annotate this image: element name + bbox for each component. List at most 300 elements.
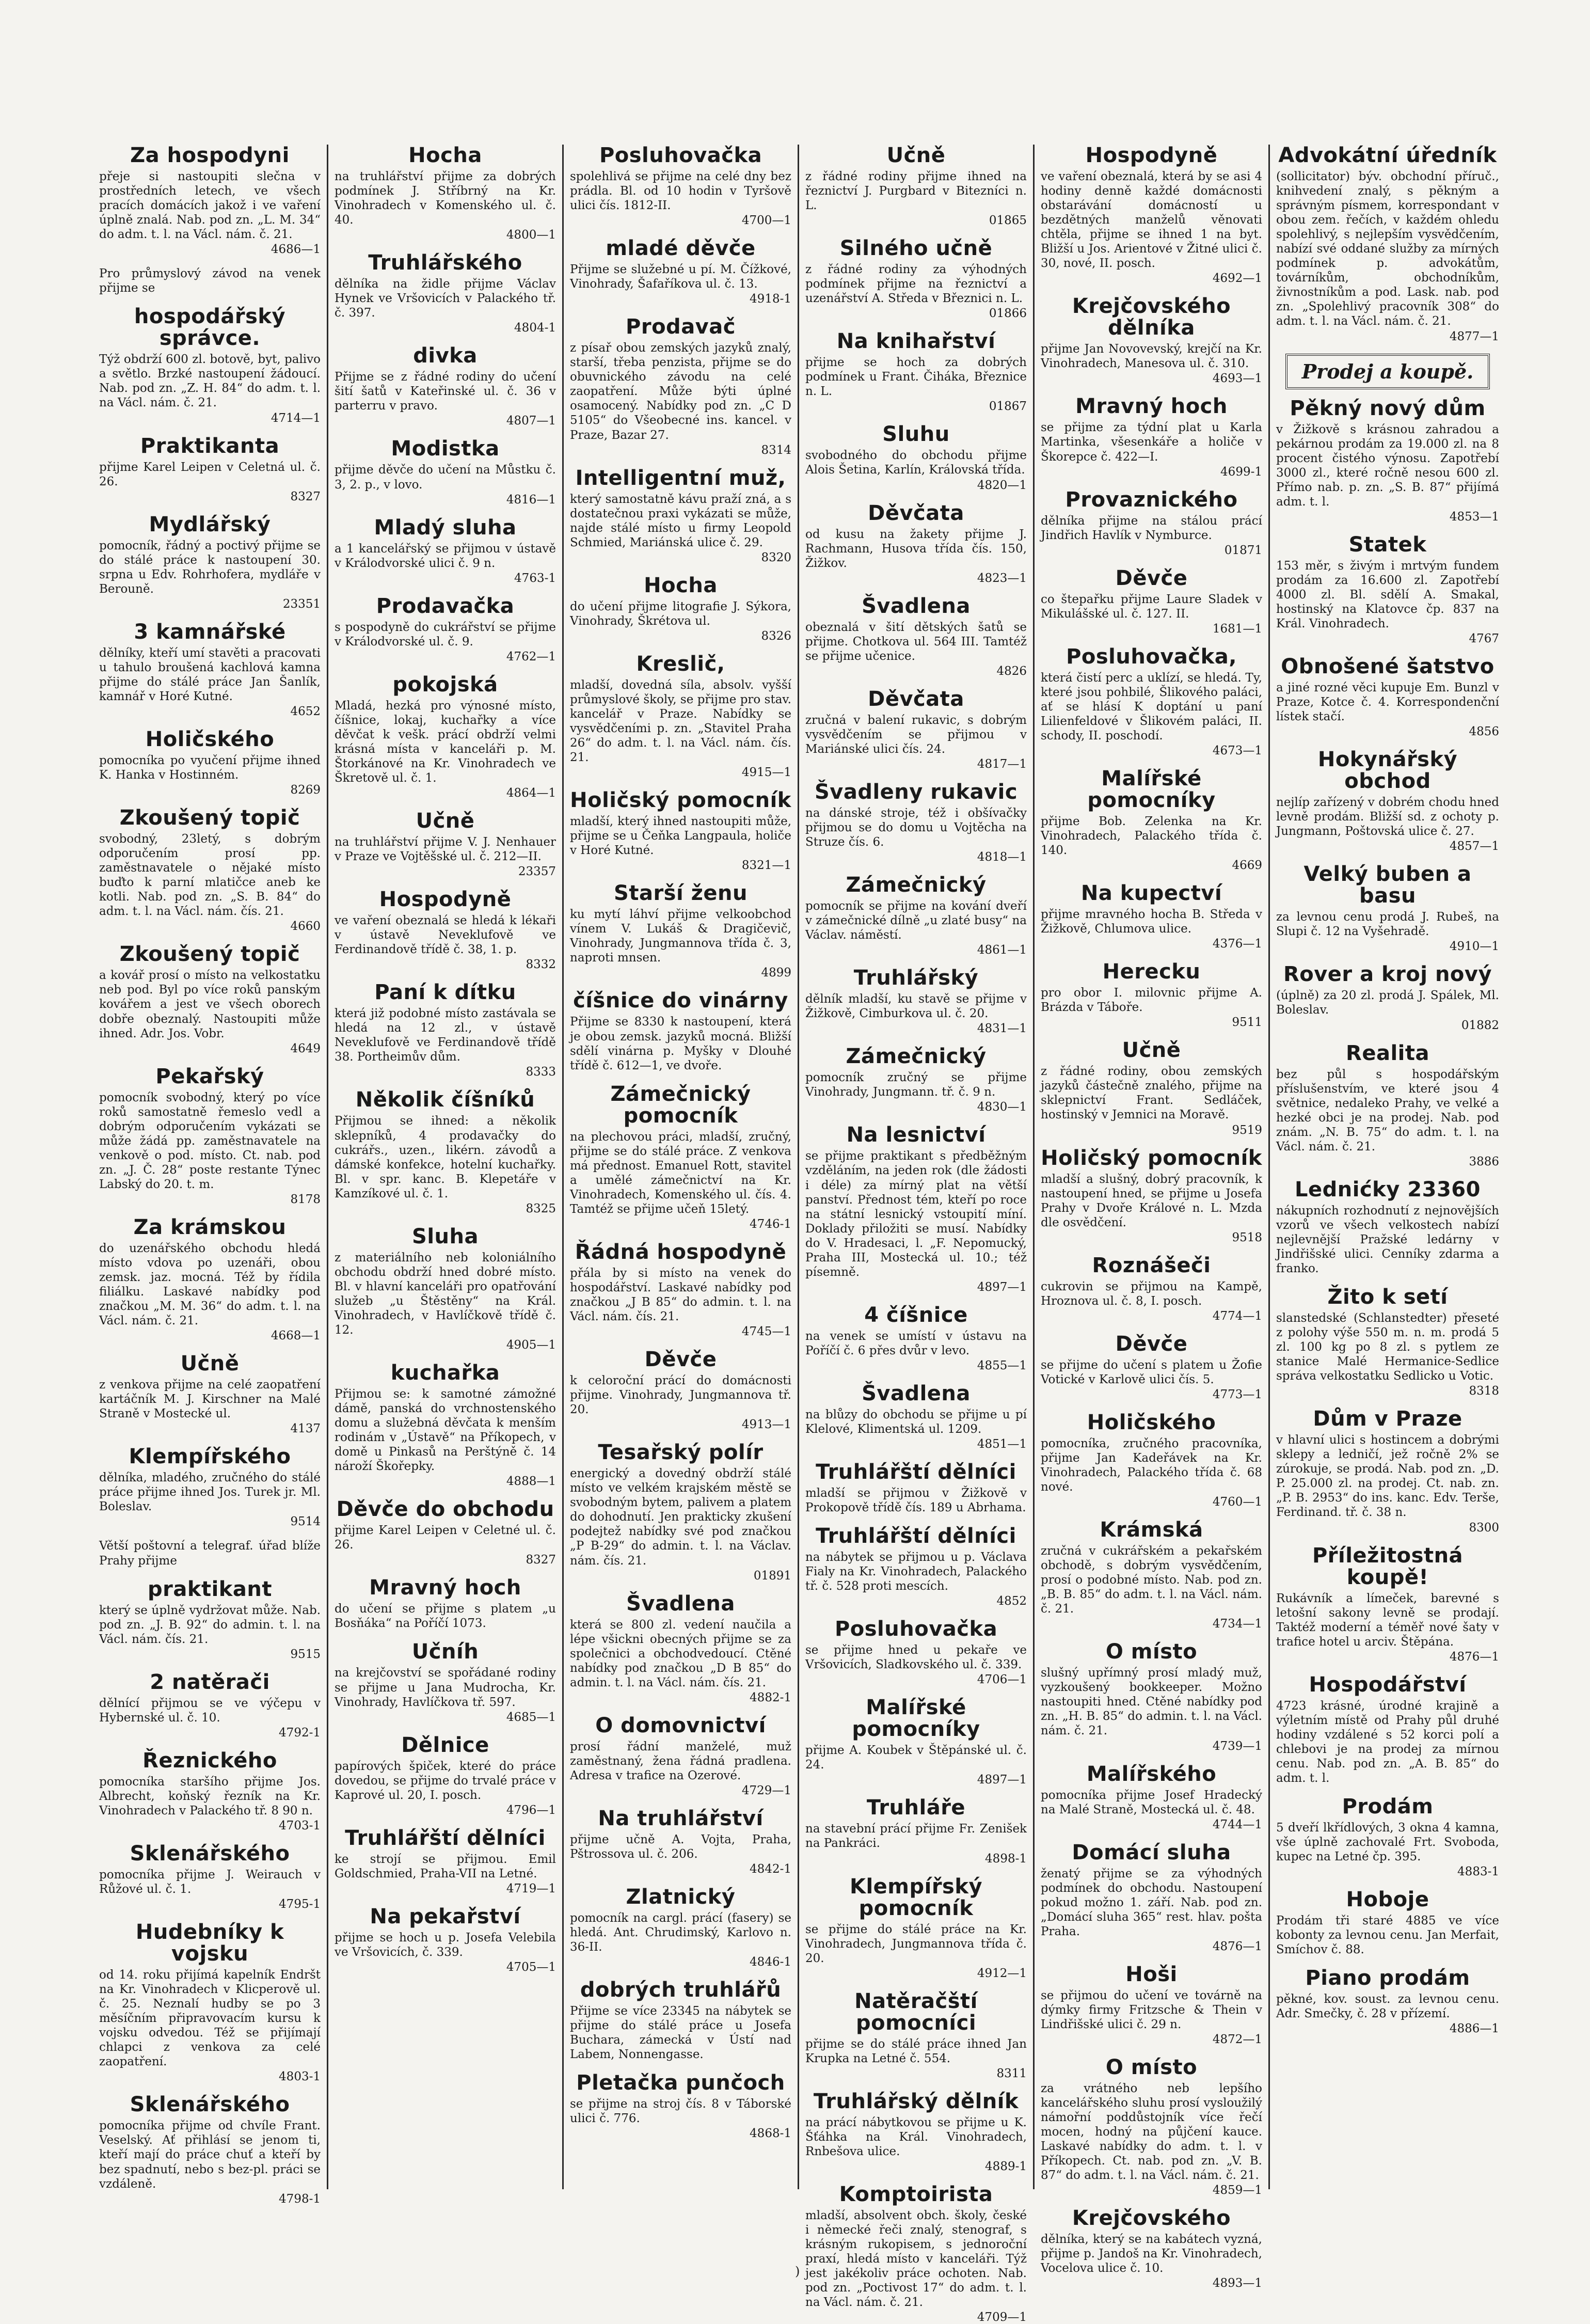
ad-reference-number: 4816—1 (506, 493, 556, 507)
ad-reference-number: 4660 (290, 920, 321, 934)
ad-body: ženatý přijme se za výhodných podmínek do obchodu. Nastoupení pokud možno 1. září. Nab. pod zn. „Domácí sluha 365“ rest. hlav. pošta Praha. (1041, 1867, 1262, 1938)
ad-body: s pospodyně do cukrářství se přijme v Králodvorské ul. č. 9. (335, 620, 556, 649)
classified-ad (335, 1906, 556, 1974)
ad-heading: Holičského (145, 727, 275, 751)
ad-heading: Švadleny rukavic (814, 780, 1018, 804)
ad-heading: Hoši (1125, 1962, 1178, 1986)
ad-heading: Na lesnictví (846, 1123, 986, 1147)
ad-body: pomocníka přijme od chvíle Frant. Veselský. Ať přihlásí se jenom ti, kteří mají do práce chuť a kteří by bez spadnutí, nebo s bez-pl. práci se vzdáleně. (99, 2119, 321, 2191)
ad-body: která již podobné místo zastávala se hledá na 12 zl., v ústavě Neveklufově ve Ferdinandově třídě 38. Portheimův dům. (335, 1007, 556, 1064)
ad-heading: Truhlářští dělníci (816, 1460, 1016, 1484)
column-2 (328, 145, 564, 2189)
ad-reference-number: 9511 (1232, 1016, 1262, 1030)
ad-heading: Zámečnický pomocník (610, 1082, 751, 1128)
ad-reference-number: 4709—1 (977, 2311, 1027, 2324)
ad-heading: Holičský pomocník (1041, 1146, 1262, 1170)
classified-ad (805, 595, 1027, 678)
classified-ad (99, 1843, 321, 1911)
classified-ad (570, 1715, 791, 1797)
ad-body: přijme se hoch u p. Josefa Velebila ve Vršovicích, č. 339. (335, 1931, 556, 1959)
ad-heading: Děvče (1115, 566, 1188, 590)
ad-body: přijme se hoch za dobrých podmínek u Frant. Čihákа, Březnice n. L. (805, 356, 1027, 399)
ad-heading: 3 kamnářské (134, 620, 286, 644)
ad-reference-number: 8333 (526, 1065, 556, 1079)
ad-heading: Krejčovského (1072, 2206, 1231, 2231)
ad-heading: Dělnice (401, 1733, 489, 1757)
ad-heading: Sluhu (882, 422, 950, 447)
ad-heading: Děvčata (868, 687, 964, 711)
ad-reference-number: 4886—1 (1449, 2022, 1499, 2036)
ad-reference-number: 4897—1 (977, 1773, 1027, 1787)
classified-ad (805, 238, 1027, 320)
classified-ad (335, 1498, 556, 1567)
ad-heading: Dům v Praze (1313, 1407, 1462, 1431)
ad-heading: Rover a kroj nový (1283, 962, 1492, 987)
ad-heading: Za krámskou (133, 1215, 287, 1239)
ad-heading: Švadlena (862, 1381, 971, 1405)
classified-ad (805, 330, 1027, 413)
ad-heading: Realita (1346, 1041, 1429, 1065)
ad-heading: Malířského (1086, 1762, 1217, 1786)
ad-body: která čistí perc a uklízí, se hledá. Ty, které jsou pohbilé, Šlikového paláci, ať se hlásí K doptání u paní Lilienfeldové v Šlikovém paláci, II. schody, II. poschodí. (1041, 671, 1262, 742)
ad-heading: Krámská (1100, 1518, 1203, 1542)
ad-heading: Prodavač (626, 315, 736, 339)
classified-ad (335, 145, 556, 242)
ad-body: se přijmou do učení ve továrně na dýmky firmy Fritzsche & Thein v Lindřišské ulici č. 29 n. (1041, 1988, 1262, 2031)
ad-heading: Na knihařství (836, 329, 996, 354)
classified-ad (805, 688, 1027, 771)
ad-reference-number: 4705—1 (506, 1960, 556, 1974)
ad-reference-number: 4826 (996, 664, 1027, 678)
ad-heading: Na truhlářství (598, 1806, 764, 1830)
classified-ad (99, 514, 321, 611)
ad-reference-number: 8332 (526, 958, 556, 972)
ad-reference-number: 4792-1 (279, 1726, 321, 1740)
classified-ad (1276, 1545, 1499, 1664)
ad-reference-number: 8326 (761, 629, 791, 643)
ad-body: přijme mravného hocha B. Středa v Žižkově, Chlumova ulice. (1041, 908, 1262, 936)
classified-ad (335, 889, 556, 971)
ad-body: co štepařku přijme Laure Sladek v Mikulášské ul. č. 127. II. (1041, 592, 1262, 621)
ad-reference-number: 4692—1 (1212, 272, 1262, 286)
classified-ad (1276, 863, 1499, 953)
ad-body: bez půl s hospodářským příslušenstvím, ve které jsou 4 světnice, nedaleko Prahy, ve velké a hezké obci je na prodej. Nab. pod znám. „N. B. 75“ do adm. t. l. na Václ. nám. č. 21. (1276, 1067, 1499, 1153)
ad-heading: Děvče (1115, 1332, 1188, 1356)
ad-reference-number: 4376—1 (1212, 937, 1262, 951)
ad-body: nejlíp zařízený v dobrém chodu hned levně prodám. Bližší sd. z ochoty p. Jungmann, Poštovská ulice č. 27. (1276, 796, 1499, 839)
ad-reference-number: 01891 (753, 1569, 791, 1583)
ad-heading: Lednićky 23360 (1295, 1177, 1481, 1201)
ad-body: za vrátného neb lepšího kancelářského sluhu prosí vysloužilý námořní poddůstojník více řečí mocen, hodný na půjčení kauce. Laskavé nabídky do adm. t. l. v Příkopech. Ct. nab. pod zn. „V. B. 87“ do adm. t. l. na Václ. nám. č. 21. (1041, 2082, 1262, 2183)
ad-body: se přijme hned u pekaře ve Vršovicích, Sladkovského ul. č. 339. (805, 1643, 1027, 1672)
classified-ad (99, 621, 321, 718)
ad-reference-number: 4910—1 (1449, 940, 1499, 954)
ad-body: přijme Karel Leipen v Celetné ul. č. 26. (335, 1524, 556, 1552)
ad-body: Pro průmyslový závod na venek přijme se (99, 267, 321, 295)
ad-heading: Posluhovačka, (1066, 644, 1237, 669)
ad-body: k celoroční prácí do domácnosti přijme. Vinohrady, Jungmannova tř. 20. (570, 1374, 791, 1417)
ad-body: na blůzy do obchodu se přijme u pí Klelové, Klimentská ul. 1209. (805, 1408, 1027, 1436)
ad-reference-number: 4760—1 (1212, 1495, 1262, 1509)
ad-heading: Herecku (1102, 960, 1201, 984)
ad-reference-number: 4714—1 (271, 411, 321, 425)
ad-heading: Hudebníky k vojsku (135, 1920, 284, 1966)
ad-body: přijme Karel Leipen v Celetná ul. č. 26. (99, 460, 321, 488)
ad-body: slušný upřímný prosí mladý muž, vyzkoušený bookkeeper. Možno nastoupiti hned. Ctěné nabídky pod zn. „H. B. 85“ do admin. t. l. na Václ. nám. č. 21. (1041, 1666, 1262, 1738)
classified-ad (805, 1046, 1027, 1114)
ad-reference-number: 4851—1 (977, 1437, 1027, 1451)
ad-reference-number: 4852 (996, 1594, 1027, 1608)
ad-reference-number: 4915—1 (741, 766, 791, 780)
ad-reference-number: 4861—1 (977, 943, 1027, 957)
ad-body: na krejčovství se spořádané rodiny se přijme u Jana Mudrocha, Kr. Vinohrady, Havlíčkova tř. 597. (335, 1666, 556, 1709)
ad-body: prosí řádní manželé, muž zaměstnaný, žena řádná pradlena. Adresa v trafice na Ozerové. (570, 1740, 791, 1782)
ad-heading: kuchařka (390, 1361, 500, 1385)
classified-ad (805, 1525, 1027, 1608)
ad-reference-number: 9514 (290, 1515, 321, 1529)
classified-ad (805, 2091, 1027, 2173)
ad-body: pomocník svobodný, který po více roků samostatně řemeslo vedl a dobrým odporučením vykázati se může žádá pp. zaměstnavatele na venkově o pod. místo. Ct. nab. pod zn. „J. Č. 28“ poste restante Týnec Labský do 20. t. m. (99, 1090, 321, 1191)
ad-body: do učení přijme litografie J. Sýkora, Vinohrady, Škrétova ul. (570, 599, 791, 628)
ad-body: na dánské stroje, též i obšívačky přijmou se do domu u Vojtěcha na Struze čís. 6. (805, 806, 1027, 849)
classified-ad (335, 1827, 556, 1895)
ad-body: a 1 kancelářský se přijmou v ústavě v Králodvorské ulici č. 9 n. (335, 542, 556, 570)
ad-heading: Paní k dítku (374, 981, 516, 1005)
ad-body: v hlavní ulici s hostincem a dobrými sklepy a ledničí, jež ročně 2% se zúrokuje, se prodá. Nab. pod zn. „D. P. 25.000 zl. na prodej. Ct. nab. zn. „P. B. 2953“ do ins. kanc. Edv. Terše, Ferdinand. tř. č. 38 n. (1276, 1433, 1499, 1520)
ad-body: na truhlářství přijme V. J. Nenhauer v Praze ve Vojtěšské ul. č. 212—II. (335, 835, 556, 864)
classified-ad (335, 1089, 556, 1215)
classified-ad (1276, 656, 1499, 738)
ad-heading: číšnice do vinárny (573, 989, 788, 1013)
ad-body: dělníka, mladého, zručného do stálé práce přijme ihned Jos. Turek jr. Ml. Boleslav. (99, 1471, 321, 1514)
ad-reference-number: 9519 (1232, 1123, 1262, 1137)
ad-body: který se úplně vydržovat může. Nab. pod zn. „J. B. 92“ do admin. t. l. na Václ. nám. čís. 21. (99, 1603, 321, 1646)
ad-heading: Hospodářství (1309, 1672, 1467, 1697)
ad-body: ve vaření obeznalá se hledá k lékaři v ústavě Neveklufově ve Ferdinandově třídě č. 38, 1. p. (335, 914, 556, 957)
ad-body: Mladá, hezká pro výnosné místo, číšnice, lokaj, kuchařky a více děvčat k vešk. prácí obdrží velmi krásná místa v kanceláři p. M. Štorkánové na Kr. Vinohradech ve Škretově ul. č. 1. (335, 699, 556, 785)
ad-reference-number: 4673—1 (1212, 744, 1262, 757)
ad-body: z materiálního neb koloniálního obchodu obdrží hned dobré místo. Bl. v hlavní kanceláři pro opatřování služeb „u Štěstěny“ na Král. Vinohradech, v Havlíčkově třídě č. 12. (335, 1251, 556, 1337)
ad-reference-number: 4137 (290, 1422, 321, 1436)
ad-heading: Velký buben a basu (1303, 862, 1472, 908)
ad-body: Přijme se služebné u pí. M. Čížkové, Vinohrady, Šafaříkova ul. č. 13. (570, 263, 791, 291)
ad-heading: Advokátní úředník (1278, 144, 1497, 167)
ad-body: pomocník na cargl. prácí (fasery) se hledá. Ant. Chrudimský, Karlovo n. 36-II. (570, 1911, 791, 1954)
ad-reference-number: 4853—1 (1449, 510, 1499, 524)
classified-ad (99, 145, 321, 256)
ad-body: svobodný, 23letý, s dobrým odporučením prosí pp. zaměstnavatele o nějaké místo buďto k parní mlatičce aneb ke kotli. Nab. pod zn. „S. B. 84“ do adm. t. l. na Václ. nám. čís. 21. (99, 832, 321, 919)
ad-reference-number: 8314 (761, 443, 791, 457)
ad-heading: Posluhovačka (834, 1617, 998, 1641)
ad-heading: Statek (1348, 532, 1427, 557)
classified-ad (1276, 1796, 1499, 1878)
classified-ad (335, 1577, 556, 1631)
ad-body: od 14. roku přijímá kapelník Endršt na Kr. Vinohradech v Klicperově ul. č. 25. Neznalí hudby se po 3 měsíčním připravovacím kursu k vojsku odvedou. Též se přijímají chlapci z venkova za celé zaopatření. (99, 1968, 321, 2069)
ad-heading: Mravný hoch (369, 1576, 521, 1600)
classified-ad (1041, 295, 1262, 385)
ad-heading: Za hospodyni (130, 144, 290, 167)
ad-heading: Hoboje (1346, 1888, 1429, 1912)
ad-heading: Malířské pomocníky (852, 1696, 980, 1742)
ad-body: pomocníka po vyučení přijme ihned K. Hanka v Hostinném. (99, 753, 321, 782)
ad-reference-number: 8300 (1469, 1521, 1499, 1535)
classified-ad (570, 575, 791, 643)
ad-body: Přijme se z řádné rodiny do učení šití šatů v Kateřinské ul. č. 36 v parterru v pravo. (335, 370, 556, 413)
classified-ad (1276, 1408, 1499, 1534)
classified-ad (1276, 749, 1499, 853)
classified-ad (570, 789, 791, 872)
classified-ad (1041, 489, 1262, 557)
ad-body: mladší se přijmou v Žižkově v Prokopově třídě čís. 189 u Abrhama. (805, 1487, 1027, 1515)
classified-ad (99, 1671, 321, 1740)
classified-ad (1041, 1641, 1262, 1752)
ad-reference-number: 3886 (1469, 1155, 1499, 1168)
classified-ad (805, 1304, 1027, 1372)
classified-ad (99, 807, 321, 933)
ad-body: (úplně) za 20 zl. prodá J. Spálek, Ml. Boleslav. (1276, 989, 1499, 1017)
classified-ad (1041, 882, 1262, 951)
ad-body: papírových špiček, které do práce dovedou, se přijme do trvalé práce v Kaprové ul. 20, I. posch. (335, 1759, 556, 1802)
classified-ad (1276, 1179, 1499, 1276)
ad-reference-number: 4734—1 (1212, 1617, 1262, 1631)
classified-ad (99, 943, 321, 1055)
ad-reference-number: 4817—1 (977, 757, 1027, 771)
ad-body: pomocník zručný se přijme Vinohrady, Jungmann. tř. č. 9 n. (805, 1071, 1027, 1099)
classified-ad (99, 1921, 321, 2083)
ad-reference-number: 4877—1 (1449, 329, 1499, 343)
ad-reference-number: 8320 (761, 550, 791, 564)
ad-heading: Švadlena (626, 1591, 735, 1616)
ad-reference-number: 1681—1 (1212, 622, 1262, 636)
ad-heading: Obnošené šatstvo (1281, 655, 1494, 679)
ad-heading: Pekařský (155, 1064, 264, 1088)
ad-body: Týž obdrží 600 zl. botově, byt, palivo a světlo. Brzké nastoupení žádoucí. Nab. pod zn. „Z. H. 84“ do adm. t. l. na Václ. nám. č. 21. (99, 353, 321, 410)
column-4 (799, 144, 1035, 2324)
classified-columns (93, 144, 1507, 2324)
ad-reference-number: 4773—1 (1212, 1387, 1262, 1401)
ad-body: a kovář prosí o místo na velkostatku neb pod. Byl po více roků panským kovářem a jest ve všech oborech dobře obeznalý. Nastoupiti může ihned. Adr. Jos. Vobr. (99, 969, 321, 1040)
classified-ad (99, 729, 321, 797)
ad-body: na venek se umístí v ústavu na Poříčí č. 6 přes dvůr v levo. (805, 1329, 1027, 1357)
ad-reference-number: 4820—1 (977, 478, 1027, 492)
ad-reference-number: 4803-1 (279, 2070, 321, 2084)
classified-ad (1041, 768, 1262, 872)
ad-reference-number: 4729—1 (741, 1783, 791, 1797)
ad-body: 153 měr, s živým i mrtvým fundem prodám za 16.600 zl. Zapotřebí 4000 zl. Bl. sdělí A. Smakal, hostinský na Klatovce čp. 837 na Král. Vinohradech. (1276, 559, 1499, 630)
ad-body: zručná v balení rukavic, s dobrým vysvědčením se přijmou v Mariánské ulici čís. 24. (805, 713, 1027, 756)
ad-body: z řádné rodiny, obou zemských jazyků částečně znalého, přijme na sklepnictví Frant. Sedláček, hostinský v Jemnici na Moravě. (1041, 1065, 1262, 1122)
classified-ad (1041, 1147, 1262, 1244)
ad-reference-number: 4804-1 (514, 321, 556, 335)
ad-reference-number: 8178 (290, 1192, 321, 1206)
ad-reference-number: 4868-1 (750, 2127, 791, 2141)
ad-reference-number: 8327 (526, 1553, 556, 1567)
ad-heading: Kreslič, (636, 652, 725, 676)
ad-reference-number: 4872—1 (1212, 2033, 1262, 2046)
classified-ad (805, 1876, 1027, 1980)
ad-heading: Komptoiristа (839, 2182, 993, 2206)
ad-heading: 2 natěrači (150, 1670, 270, 1694)
classified-ad (805, 2184, 1027, 2324)
ad-body: do uzenářského obchodu hledá místo vdova po uzenáři, obou zemsk. jaz. mocná. Též by řídila filiálku. Laskavé nabídky pod značkou „M. M. 36“ do adm. t. l. na Václ. nám. č. 21. (99, 1241, 321, 1328)
classified-ad (805, 1618, 1027, 1686)
ad-body: Větší poštovní a telegraf. úřad blíže Prahy přijme (99, 1539, 321, 1568)
ad-reference-number: 4700—1 (741, 214, 791, 228)
ad-heading: Zkoušený topič (119, 942, 300, 967)
classified-ad (99, 2094, 321, 2205)
classified-ad (570, 2072, 791, 2140)
ad-heading: Praktikanta (140, 434, 280, 458)
ad-heading: Prodavačka (376, 594, 515, 618)
classified-ad (335, 1641, 556, 1724)
classified-ad (1041, 1964, 1262, 2046)
ad-body: cukrovin se přijmou na Kampě, Hroznova ul. č. 8, I. posch. (1041, 1279, 1262, 1308)
classified-ad (335, 674, 556, 800)
ad-body: dělníka, který se na kabátech vyzná, přijme p. Jandoš na Kr. Vinohradech, Vocelova ulice č. 10. (1041, 2233, 1262, 2275)
classified-ad (335, 1734, 556, 1817)
ad-reference-number: 4883-1 (1457, 1865, 1499, 1879)
ad-body: se přijme praktikant s předběžným vzděláním, na jeden rok (dle žádosti i déle) za mírný plat na větší panství. Přednost tém, kteří po roce na státní lesnický vstoupití míní. Doklady přiložiti se musí. Nabídky do V. Hradesaci, l. „F. Nepomucký, Praha III, Mostecká ul. 10.; též písemně. (805, 1149, 1027, 1279)
ad-body: Prodám tři staré 4885 ve více kobonty za levnou cenu. Jan Merfait, Smíchov č. 88. (1276, 1914, 1499, 1957)
ad-body: pěkné, kov. soust. za levnou cenu. Adr. Smečky, č. 28 v přízemí. (1276, 1993, 1499, 2021)
ad-body: pomocník se přijme na kování dveří v zámečnické dílně „u zlaté busy“ na Václav. náměstí. (805, 899, 1027, 942)
ad-reference-number: 4855—1 (977, 1358, 1027, 1372)
ad-body: dělnící přijmou se ve výčepu v Hybernské ul. č. 10. (99, 1696, 321, 1725)
classified-ad (805, 967, 1027, 1035)
ad-reference-number: 8327 (290, 489, 321, 503)
classified-ad (99, 1750, 321, 1832)
ad-heading: Intelligentní muž, (575, 466, 786, 490)
ad-body: dělníka přijme na stálou prácí Jindřich Havlík v Nymburce. (1041, 514, 1262, 542)
ad-reference-number: 01866 (989, 307, 1027, 321)
ad-heading: Posluhovačka (599, 144, 762, 167)
ad-body: a jiné rozné věci kupuje Em. Bunzl v Praze, Kotce č. 4. Korrespondenční lístek stačí. (1276, 681, 1499, 724)
classified-ad (99, 1446, 321, 1528)
ad-body: pomocníka, zručného pracovníka, přijme Jan Kadeřávek na Kr. Vinohradech, Palackého třída č. 68 nové. (1041, 1436, 1262, 1494)
ad-body: od kusu na žakety přijme J. Rachmann, Husova třída čís. 150, Žižkov. (805, 527, 1027, 570)
ad-reference-number: 4876—1 (1449, 1650, 1499, 1664)
classified-ad (1276, 398, 1499, 524)
ad-reference-number: 01882 (1461, 1018, 1499, 1032)
ad-body: v Žižkově s krásnou zahradou a pekárnou prodám za 19.000 zl. na 8 procent čistého výnosu. Zapotřebí 3000 zl., které ročně nesou 600 zl. Přímo nab. p. zn. „S. B. 87“ přijímá adm. t. l. (1276, 422, 1499, 509)
ad-body: na nábytek se přijmou u p. Václava Fialy na Kr. Vinohradech, Palackého tř. č. 528 proti mescích. (805, 1551, 1027, 1593)
classified-ad (99, 1539, 321, 1568)
classified-ad (570, 1349, 791, 1431)
ad-reference-number: 4846-1 (750, 1955, 791, 1969)
classified-ad (1041, 1333, 1262, 1401)
ad-body: energický a dovedný obdrží stálé místo ve velkém krajském městě se svobodným bytem, palivem a platem do dohodnutí. Jen prakticky zkušení podejtež nabídky své pod značkou „P B-29“ do admin. t. l. na Václav. nám. čís. 21. (570, 1467, 791, 1568)
column-3 (564, 145, 799, 2189)
classified-ad (570, 990, 791, 1072)
ad-reference-number: 8269 (290, 783, 321, 797)
ad-heading: Děvče (644, 1348, 717, 1372)
ad-heading: Roznášeči (1092, 1253, 1211, 1277)
ad-reference-number: 4864—1 (506, 786, 556, 800)
ad-heading: Sluha (412, 1224, 479, 1248)
ad-reference-number: 4767 (1469, 632, 1499, 646)
ad-body: dělník mladší, ku stavě se přijme v Žižkově, Cimburkova ul. č. 20. (805, 992, 1027, 1021)
ad-heading: Děvče do obchodu (336, 1497, 554, 1522)
ad-reference-number: 4897—1 (977, 1280, 1027, 1294)
ad-heading: Hospodyně (1085, 144, 1218, 167)
ad-body: pomocníka přijme Josef Hradecký na Malé Straně, Mostecká ul. č. 48. (1041, 1788, 1262, 1816)
classified-ad (570, 145, 791, 227)
ad-body: přeje si nastoupiti slečna v prostředních letech, ve všech pracích domácích jakož i ve vaření úplně znalá. Nab. pod zn. „L. M. 34“ do adm. t. l. na Václ. nám. č. 21. (99, 170, 321, 242)
ad-heading: Učně (416, 809, 475, 833)
classified-ad (805, 874, 1027, 957)
ad-heading: Mladý sluha (374, 515, 517, 540)
ad-reference-number: 4800—1 (506, 228, 556, 242)
ad-body: dělníka na židle přijme Václav Hynek ve Vršovicích v Palackého tř. č. 397. (335, 277, 556, 320)
ad-reference-number: 4668—1 (271, 1329, 321, 1343)
ad-reference-number: 4763-1 (514, 571, 556, 585)
ad-heading: Mravný hoch (1075, 394, 1228, 419)
ad-reference-number: 4774—1 (1212, 1309, 1262, 1323)
ad-heading: Hocha (644, 573, 718, 597)
ad-heading: Truhláře (866, 1796, 966, 1820)
ad-heading: Holičského (1087, 1410, 1216, 1434)
ad-reference-number: 23351 (282, 597, 321, 611)
classified-ad (805, 502, 1027, 585)
ad-heading: Učně (886, 144, 946, 167)
classified-ad (570, 882, 791, 979)
ad-heading: Na kupectví (1080, 881, 1222, 906)
classified-ad (1041, 961, 1262, 1029)
ad-reference-number: 4669 (1232, 859, 1262, 873)
classified-ad (570, 467, 791, 564)
classified-ad (1041, 396, 1262, 478)
classified-ad (1276, 963, 1499, 1032)
ad-heading: Piano prodám (1305, 1966, 1470, 1990)
classified-ad (1276, 534, 1499, 645)
ad-body: přijme Bob. Zelenka na Kr. Vinohradech, Palackého třída č. 140. (1041, 814, 1262, 858)
classified-ad (335, 1226, 556, 1352)
ad-reference-number: 4745—1 (741, 1325, 791, 1339)
ad-reference-number: 4796—1 (506, 1803, 556, 1817)
ad-reference-number: 8311 (996, 2066, 1027, 2080)
ad-reference-number: 4823—1 (977, 571, 1027, 585)
ad-body: dělníky, kteří umí stavěti a pracovati u tahulo broušená kachlová kamna přijme do stálé práce Jan Šanlík, kamnář v Horé Kutné. (99, 646, 321, 703)
ad-body: se přijme na stroj čís. 8 v Táborské ulici č. 776. (570, 2097, 791, 2126)
ad-body: z písař obou zemských jazyků znalý, starší, třeba penzista, přijme se do obuvnického závodu na celé zaopatření. Může býti úplné osamocený. Nabídky pod zn. „C D 5105“ do Všeobecné ins. kancel. v Praze, Bazar 27. (570, 341, 791, 442)
ad-heading: Truhlářští dělníci (345, 1826, 546, 1850)
ad-body: mladší a slušný, dobrý pracovník, k nastoupení hned, se přijme u Josefa Prahy v Dvoře Králové n. L. Mzda dle osvědčení. (1041, 1172, 1262, 1229)
classified-ad (1041, 1519, 1262, 1631)
ad-body: slanstedské (Schlanstedter) přeseté z polohy výše 550 m. n. m. prodá 5 zl. 100 kg po 8 zl. s pytlem ze stanice Malé Hermanice-Sedlice správa velkostatku Sedlicko u Votic. (1276, 1311, 1499, 1383)
classified-ad (570, 1083, 791, 1231)
ad-heading: Řádná hospodyně (575, 1240, 787, 1264)
ad-heading: Pletačka punčoch (576, 2071, 785, 2095)
classified-ad (335, 1362, 556, 1488)
ad-reference-number: 4706—1 (977, 1673, 1027, 1687)
ad-heading: mladé děvče (606, 236, 756, 261)
ad-reference-number: 4905—1 (506, 1338, 556, 1352)
column-5 (1035, 144, 1270, 2290)
classified-ad (570, 1241, 791, 1338)
ad-heading: divka (413, 344, 478, 368)
ad-body: pomocníka staršího přijme Jos. Albrecht, koňský řezník na Kr. Vinohradech v Palackého tř. 8 90 n. (99, 1775, 321, 1817)
ad-heading: Prodám (1342, 1795, 1434, 1819)
ad-body: nákupních rozhodnutí z nejnovějších vzorů ve všech velkostech nabízí nejlevnější Pražské ledárny v Jindřišské ulici. Cenníky zdarma a franko. (1276, 1204, 1499, 1275)
ad-reference-number: 4818—1 (977, 850, 1027, 864)
classified-ad (99, 1066, 321, 1206)
ad-reference-number: 4703-1 (279, 1819, 321, 1832)
ad-reference-number: 9518 (1232, 1230, 1262, 1244)
ad-reference-number: 4831—1 (977, 1022, 1027, 1036)
classified-ad (335, 438, 556, 506)
ad-reference-number: 4686—1 (271, 243, 321, 257)
classified-ad (99, 306, 321, 424)
